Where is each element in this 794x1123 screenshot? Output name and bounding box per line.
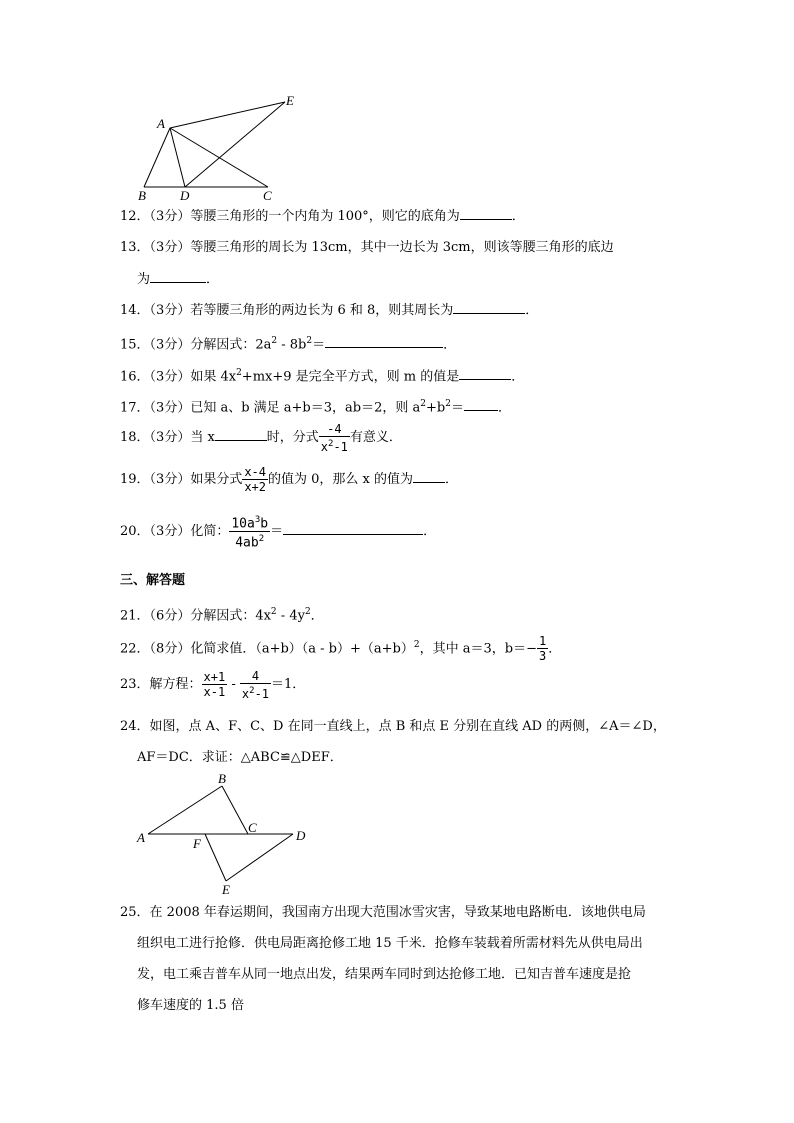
label-D: D xyxy=(180,188,190,203)
label-D: D xyxy=(296,828,306,843)
answer-blank xyxy=(459,367,511,380)
label-A: A xyxy=(157,116,165,131)
question-25-line3: 发，电工乘吉普车从同一地点出发，结果两车同时到达抢修工地．已知吉普车速度是抢 xyxy=(137,967,632,982)
fraction: $\frac{-4}{x^2-1}$ xyxy=(320,421,348,454)
label-E: E xyxy=(286,93,294,108)
fraction: $\frac{x-4}{x+2}$ xyxy=(244,465,267,494)
fraction: $\frac{10a^3b}{4ab^2}$ xyxy=(231,514,269,551)
question-25: 25．在 2008 年春运期间，我国南方出现大范围冰雪灾害，导致某地电路断电．该地供电局 xyxy=(120,905,646,920)
question-14: 14．（3分）若等腰三角形的两边长为 6 和 8，则其周长为 ． xyxy=(120,303,539,318)
question-13: 13．（3分）等腰三角形的周长为 13cm，其中一边长为 3cm，则该等腰三角形的底边 xyxy=(120,240,614,255)
question-17: 17．（3分）已知 a、b 满足 a+b＝3，ab＝2，则 $a^2+b^2=$ ． xyxy=(120,399,511,416)
fraction: $\frac{x+1}{x-1}$ xyxy=(203,670,226,699)
label-F: F xyxy=(193,836,201,851)
question-24: 24．如图，点 A、F、C、D 在同一直线上，点 B 和点 E 分别在直线 AD 的两侧，∠A＝∠D， xyxy=(120,719,666,734)
label-C: C xyxy=(248,820,257,835)
question-21: 21．（6分）分解因式：$4x^2 - 4y^2$． xyxy=(120,607,324,624)
label-C: C xyxy=(263,188,272,203)
question-20: 20．（3分）化简： $\frac{10a^3b}{4ab^2}$ ＝ ． xyxy=(120,514,437,551)
label-E: E xyxy=(222,882,230,897)
answer-blank xyxy=(413,470,445,483)
answer-blank xyxy=(283,522,423,535)
answer-blank xyxy=(150,270,206,283)
question-25-line2: 组织电工进行抢修．供电局距离抢修工地 15 千米．抢修车装载着所需材料先从供电局出 xyxy=(137,936,643,951)
question-18: 18．（3分）当 x 时，分式 $\frac{-4}{x^2-1}$ 有意义． xyxy=(120,421,402,454)
question-24-cont: AF＝DC．求证：△ABC≌△DEF． xyxy=(137,750,343,765)
fraction: $\frac{4}{x^2-1}$ xyxy=(241,668,270,701)
answer-blank xyxy=(464,398,498,411)
question-12: 12．（3分）等腰三角形的一个内角为 100°，则它的底角为 ． xyxy=(120,209,525,224)
question-13-cont: 为 ． xyxy=(137,272,220,287)
answer-blank xyxy=(215,428,267,441)
label-B: B xyxy=(138,188,146,203)
label-A: A xyxy=(137,830,145,845)
question-25-line4: 修车速度的 1.5 倍 xyxy=(137,998,244,1013)
fraction: $\frac{1}{3}$ xyxy=(538,634,547,664)
answer-blank xyxy=(453,301,525,314)
section-heading: 三、解答题 xyxy=(120,573,186,588)
answer-blank xyxy=(460,207,512,220)
question-23: 23．解方程： $\frac{x+1}{x-1}$ - $\frac{4}{x^2-1}$ ＝1． xyxy=(120,668,306,701)
label-B: B xyxy=(218,771,226,786)
triangle-figure-2 xyxy=(130,768,320,898)
triangle-figure-1 xyxy=(130,90,300,205)
question-19: 19．（3分）如果分式 $\frac{x-4}{x+2}$ 的值为 0，那么 x 的值为 ． xyxy=(120,465,459,494)
question-16: 16．（3分）如果 $4x^2+mx+9$ 是完全平方式，则 m 的值是 ． xyxy=(120,368,525,385)
answer-blank xyxy=(325,335,443,348)
question-15: 15．（3分）分解因式：$2a^2 - 8b^2=$ ． xyxy=(120,336,457,353)
question-22: 22．（8分）化简求值．$(a+b)(a - b)+(a+b)^2$，其中 a＝3，b＝− $\frac{1}{3}$ ． xyxy=(120,634,562,664)
